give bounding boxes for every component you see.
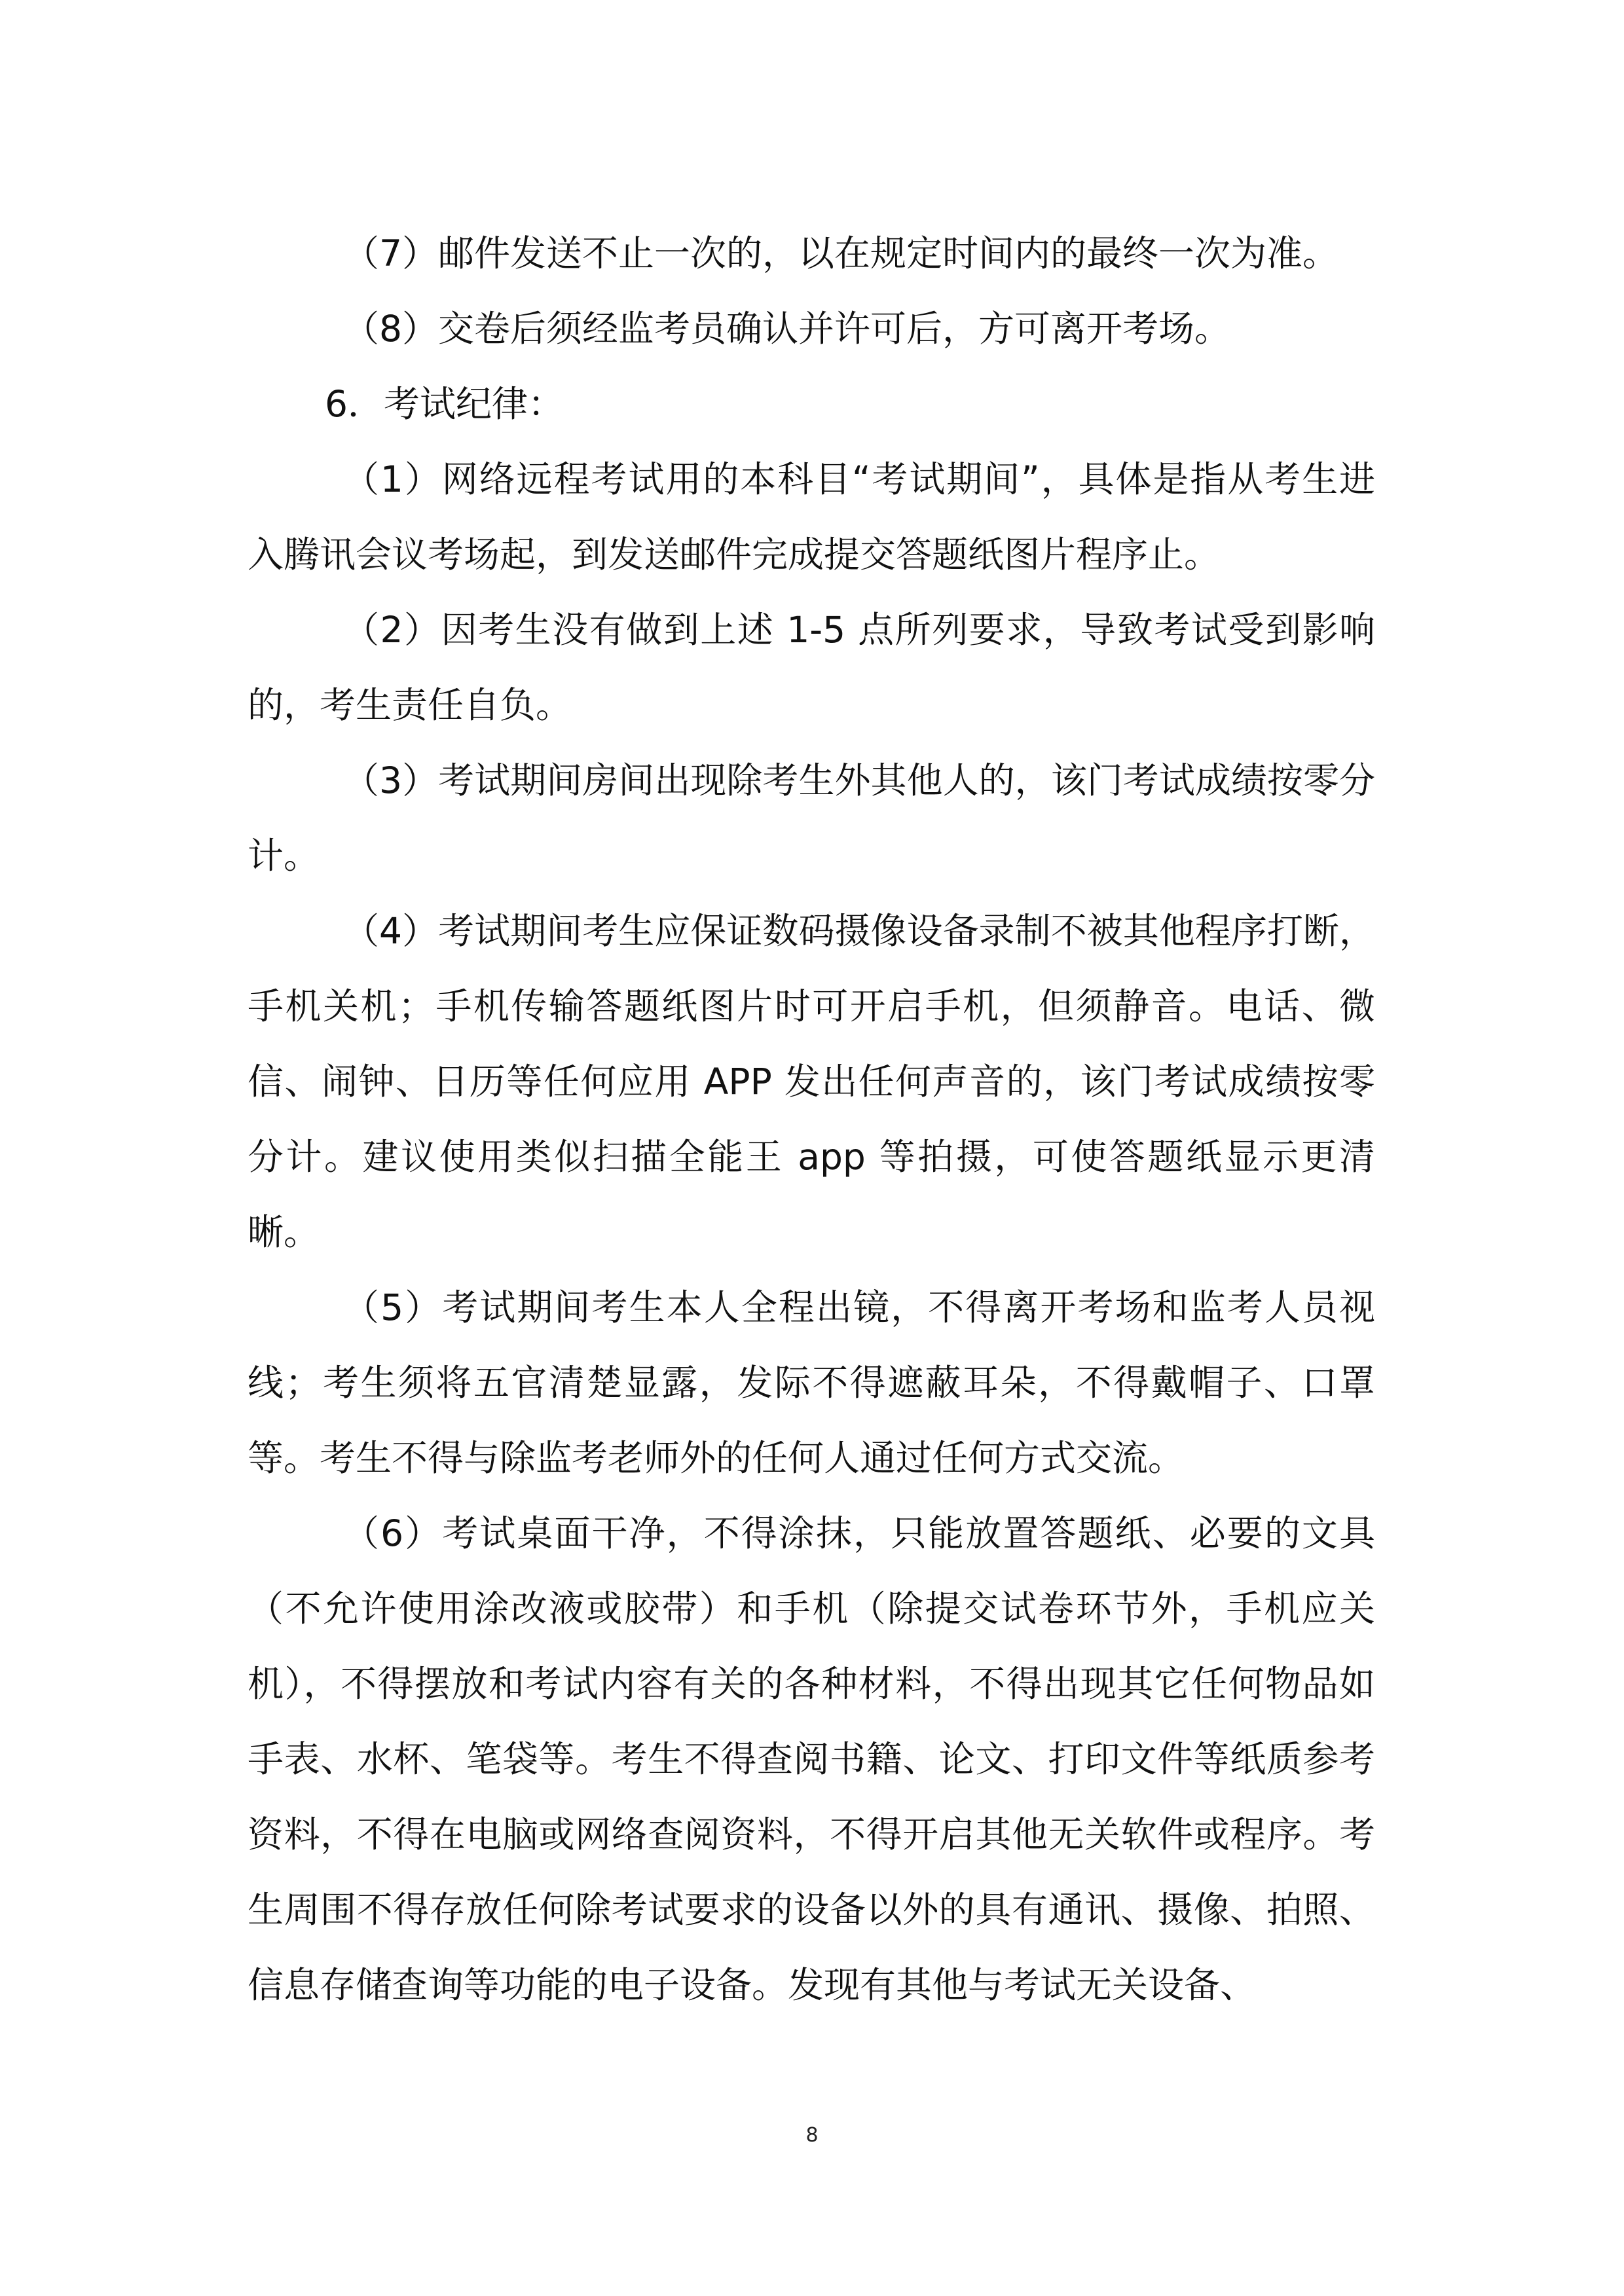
document-body <box>248 216 1375 2023</box>
rule-item-1: （1）网络远程考试用的本科目“考试期间”，具体是指从考生进入腾讯会议考场起，到发送邮件完成提交答题纸图片程序止。 <box>248 458 1375 575</box>
rule-item-4: （4）考试期间考生应保证数码摄像设备录制不被其他程序打断，手机关机；手机传输答题纸图片时可开启手机，但须静音。电话、微信、闹钟、日历等任何应用 APP 发出任何声音的，该门考试成绩按零分计。建议使用类似扫描全能王 app 等拍摄，可使答题纸显示更清晰。 <box>248 910 1375 1253</box>
rule-item-2: （2）因考生没有做到上述 1-5 点所列要求，导致考试受到影响的，考生责任自负。 <box>248 609 1375 726</box>
rule-item-3: （3）考试期间房间出现除考生外其他人的，该门考试成绩按零分计。 <box>248 759 1375 877</box>
paragraph-item-8: （8）交卷后须经监考员确认并许可后，方可离开考场。 <box>343 308 1230 350</box>
page-number: 8 <box>805 2124 819 2147</box>
rule-item-5: （5）考试期间考生本人全程出镜，不得离开考场和监考人员视线；考生须将五官清楚显露，发际不得遮蔽耳朵，不得戴帽子、口罩等。考生不得与除监考老师外的任何人通过任何方式交流。 <box>248 1286 1375 1479</box>
rule-item-6: （6）考试桌面干净，不得涂抹，只能放置答题纸、必要的文具（不允许使用涂改液或胶带）和手机（除提交试卷环节外，手机应关机），不得摆放和考试内容有关的各种材料，不得出现其它任何物品如手表、水杯、笔袋等。考生不得查阅书籍、论文、打印文件等纸质参考资料，不得在电脑或网络查阅资料，不得开启其他无关软件或程序。考生周围不得存放任何除考试要求的设备以外的具有通讯、摄像、拍照、信息存储查询等功能的电子设备。发现有其他与考试无关设备、 <box>248 1512 1375 2006</box>
paragraph-item-7: （7）邮件发送不止一次的，以在规定时间内的最终一次为准。 <box>343 232 1338 274</box>
section-heading-exam-discipline: 6．考试纪律： <box>325 383 564 425</box>
